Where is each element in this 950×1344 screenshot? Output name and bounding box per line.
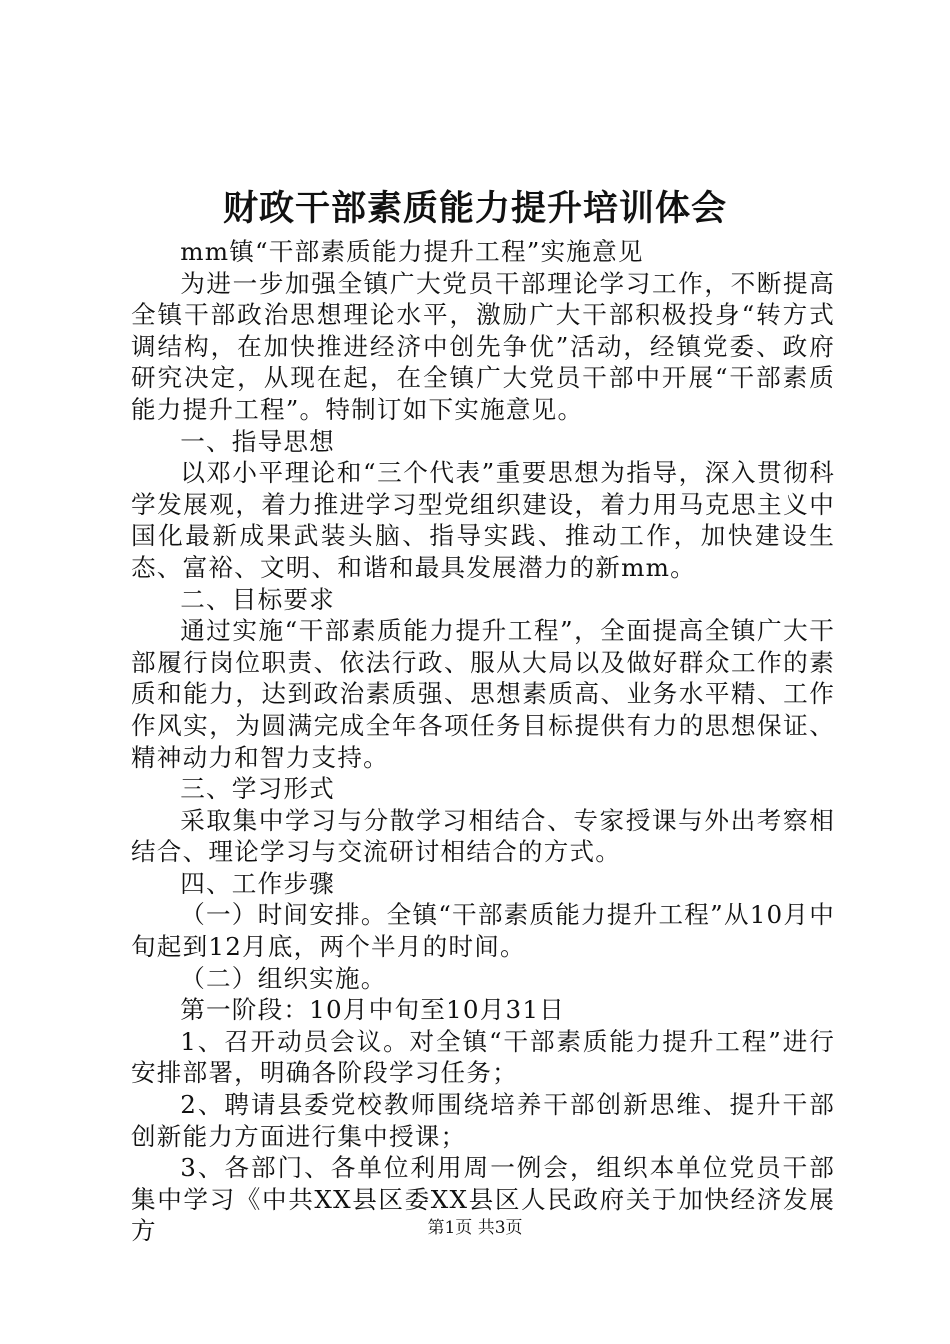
document-body — [131, 236, 835, 1247]
paragraph-heading-intro: mm镇“干部素质能力提升工程”实施意见 — [180, 237, 644, 266]
section-heading-guiding-thought: 一、指导思想 — [180, 426, 335, 456]
document-title: 财政干部素质能力提升培训体会 — [222, 188, 727, 229]
list-item-1: 1、召开动员会议。对全镇“干部素质能力提升工程”进行安排部署，明确各阶段学习任务； — [131, 1026, 835, 1088]
paragraph-phase-one: 第一阶段：10月中旬至10月31日 — [180, 995, 566, 1025]
paragraph-time-arrangement: （一）时间安排。全镇“干部素质能力提升工程”从10月中旬起到12月底，两个半月的时间。 — [131, 900, 835, 962]
paragraph-study-form: 采取集中学习与分散学习相结合、专家授课与外出考察相结合、理论学习与交流研讨相结合的方式。 — [131, 805, 835, 867]
paragraph-intro: 为进一步加强全镇广大党员干部理论学习工作，不断提高全镇干部政治思想理论水平，激励广大干部积极投身“转方式调结构，在加快推进经济中创先争优”活动，经镇党委、政府研究决定，从现在起，在全镇广大党员干部中开展“干部素质能力提升工程”。特制订如下实施意见。 — [131, 268, 835, 424]
page-number: 第1页 共3页 — [427, 1218, 523, 1238]
list-item-2: 2、聘请县委党校教师围绕培养干部创新思维、提升干部创新能力方面进行集中授课； — [131, 1090, 835, 1151]
section-heading-goals: 二、目标要求 — [180, 584, 335, 614]
section-heading-work-steps: 四、工作步骤 — [180, 868, 335, 898]
paragraph-goals: 通过实施“干部素质能力提升工程”，全面提高全镇广大干部履行岗位职责、依法行政、服从大局以及做好群众工作的素质和能力，达到政治素质强、思想素质高、业务水平精、工作作风实，为圆满完成全年各项任务目标提供有力的思想保证、精神动力和智力支持。 — [131, 616, 835, 772]
paragraph-guiding-thought: 以邓小平理论和“三个代表”重要思想为指导，深入贯彻科学发展观，着力推进学习型党组织建设，着力用马克思主义中国化最新成果武装头脑、指导实践、推动工作，加快建设生态、富裕、文明、和谐和最具发展潜力的新mm。 — [131, 458, 835, 582]
list-item-3: 3、各部门、各单位利用周一例会，组织本单位党员干部集中学习《中共XX县区委XX县区人民政府关于加快经济发展方 — [131, 1153, 835, 1246]
section-heading-study-form: 三、学习形式 — [180, 774, 335, 804]
paragraph-organization: （二）组织实施。 — [180, 963, 387, 993]
